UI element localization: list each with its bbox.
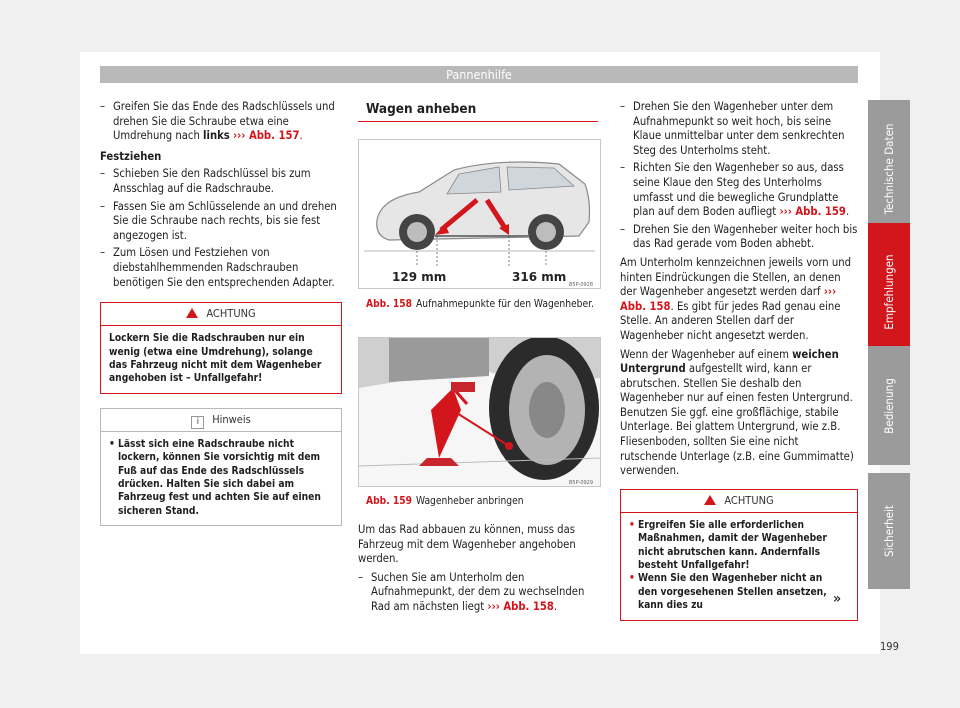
paragraph: Um das Rad abbauen zu können, muss das Fahrzeug mit dem Wagenheber angehoben werden. [358, 523, 576, 566]
tab-empfehlungen[interactable]: Empfehlungen [868, 223, 910, 361]
column-middle-text [358, 523, 598, 618]
list-item: – Drehen Sie den Wagenheber unter dem Aufnahmepunkt so weit hoch, bis seine Klaue unmittelbar unter dem senkrechten Steg des Unterholms steht. [620, 100, 858, 158]
column-left [100, 100, 342, 526]
warning-title: ACHTUNG [724, 493, 774, 507]
paragraph: Wenn der Wagenheber auf einem weichen Untergrund aufgestellt wird, kann er abrutschen. Stellen Sie deshalb den Wagenheber nur auf einen festen Untergrund. Benutzen Sie ggf. eine großflächige, stabile Unterlage. Bei glattem Untergrund, wie z.B. Fliesenboden, sollten Sie eine nicht rutschende Unterlage (z.B. eine Gummimatte) verwenden. [620, 347, 854, 478]
figure-car [358, 139, 601, 289]
paragraph: Am Unterholm kennzeichnen jeweils vorn und hinten Eindrückungen die Stellen, an denen der Wagenheber angesetzt werden darf ››› Abb. 158. Es gibt für jedes Rad genau eine Stelle. An anderen Stellen darf der Wagenheber nicht angesetzt werden. [620, 255, 851, 342]
warning-bullet: • Ergreifen Sie alle erforderlichen Maßnahmen, damit der Wagenheber nicht abrutschen kann. Andernfalls besteht Unfallgefahr! [629, 519, 849, 573]
figure-jack [358, 337, 601, 487]
figure-code: B5P-0928 [569, 282, 594, 288]
warning-icon [186, 308, 198, 318]
tab-technische-daten[interactable]: Technische Daten [868, 100, 910, 238]
figure-code: B5P-0929 [569, 480, 594, 486]
list-item: – Suchen Sie am Unterholm den Aufnahmepunkt, der dem zu wechselnden Rad am nächsten liegt ››› Abb. 158. [358, 571, 598, 615]
tab-bedienung[interactable]: Bedienung [868, 346, 910, 465]
continue-marker: » [833, 591, 842, 607]
warning-title: ACHTUNG [206, 307, 256, 321]
page-number: 199 [880, 640, 899, 653]
dimension-label-rear: 316 mm [512, 270, 567, 284]
list-item: – Drehen Sie den Wagenheber weiter hoch bis das Rad gerade vom Boden abhebt. [620, 223, 858, 252]
hint-text: • Lässt sich eine Radschraube nicht lockern, können Sie vorsichtig mit dem Fuß auf das Ende des Radschlüssels drücken. Halten Sie sich dabei am Fahrzeug fest und achten Sie auf einen sicheren Stand. [109, 438, 333, 518]
warning-box [100, 302, 342, 394]
jack-illustration [359, 338, 600, 486]
info-icon: i [191, 416, 204, 429]
section-title: Wagen anheben [366, 101, 477, 117]
page-header: Pannenhilfe [100, 66, 858, 83]
list-item: – Fassen Sie am Schlüsselende an und drehen Sie die Schraube nach rechts, bis sie fest angezogen ist. [100, 200, 342, 244]
figure-caption: Abb. 159 Wagenheber anbringen [366, 496, 524, 507]
title-underline [358, 121, 598, 122]
warning-bullet: • Wenn Sie den Wagenheber nicht an den vorgesehenen Stellen ansetzen, kann dies zu [629, 572, 849, 612]
figure-caption: Abb. 158 Aufnahmepunkte für den Wagenheber. [366, 299, 594, 310]
column-right [620, 100, 858, 621]
hint-title: Hinweis [212, 412, 251, 426]
warning-text: Lockern Sie die Radschrauben nur ein wenig (etwa eine Umdrehung), solange das Fahrzeug nicht mit dem Wagenheber angehoben ist – Unfallgefahr! [109, 333, 322, 385]
list-item: – Zum Lösen und Festziehen von diebstahlhemmenden Radschrauben benötigen Sie den entsprechenden Adapter. [100, 246, 342, 290]
tab-sicherheit[interactable]: Sicherheit [868, 473, 910, 589]
warning-box [620, 489, 858, 621]
dimension-label-front: 129 mm [392, 270, 447, 284]
list-item: – Schieben Sie den Radschlüssel bis zum Ansschlag auf die Radschraube. [100, 167, 342, 196]
list-item: – Richten Sie den Wagenheber so aus, dass seine Klaue den Steg des Unterholms umfasst und die bewegliche Grundplatte plan auf dem Boden aufliegt ››› Abb. 159. [620, 161, 858, 219]
car-illustration [359, 140, 600, 288]
list-item: – Greifen Sie das Ende des Radschlüssels und drehen Sie die Schraube etwa eine Umdrehung nach links ››› Abb. 157. [100, 100, 342, 144]
subheading: Festziehen [100, 149, 162, 163]
hint-box [100, 408, 342, 526]
warning-icon [704, 495, 716, 505]
